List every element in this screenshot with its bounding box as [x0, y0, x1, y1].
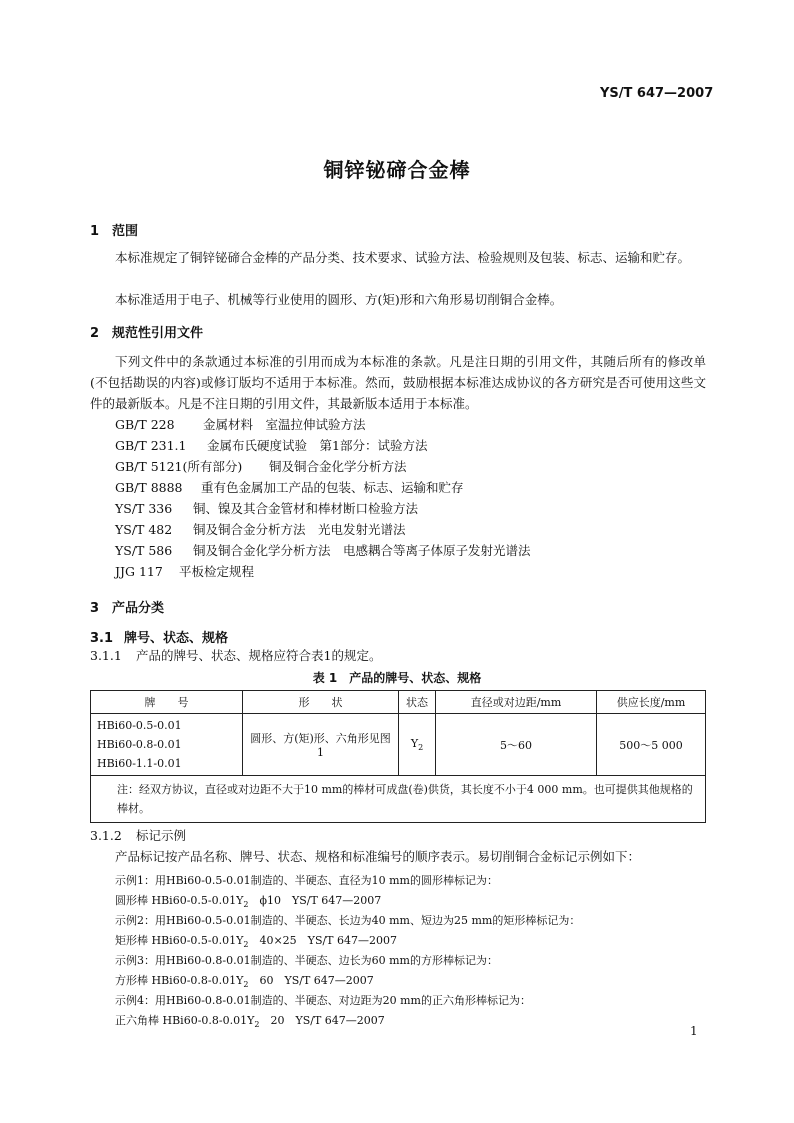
temper-value: Y	[410, 736, 419, 750]
section-title: 产品分类	[112, 601, 165, 616]
grade-cell	[91, 714, 243, 776]
size-cell: 5～60	[436, 714, 597, 776]
mark-subscript: 2	[254, 1020, 260, 1030]
table-header-cell: 状态	[399, 691, 436, 714]
mark-subscript: 2	[243, 940, 249, 950]
reference-item	[115, 457, 407, 475]
example-mark	[115, 972, 374, 989]
reference-item	[115, 478, 464, 496]
reference-title: 平板检定规程	[179, 564, 255, 579]
page-title: 铜锌铋碲合金棒	[323, 158, 471, 182]
example-description: 示例2：用HBi60-0.5-0.01制造的、半硬态、长边为40 mm、短边为25 mm的矩形棒标记为：	[115, 914, 581, 927]
subsection-number: 3.1	[90, 631, 114, 646]
mark-subscript: 2	[243, 900, 249, 910]
subsection-text: 产品的牌号、状态、规格应符合表1的规定。	[136, 648, 382, 663]
reference-title: 重有色金属加工产品的包装、标志、运输和贮存	[201, 480, 464, 495]
example-description: 示例4：用HBi60-0.8-0.01制造的、半硬态、对边距为20 mm的正六角形棒标记为：	[115, 994, 531, 1007]
example-mark	[115, 1012, 385, 1029]
mark-text: 正六角棒 HBi60-0.8-0.01Y	[115, 1014, 255, 1027]
table-note-row	[91, 776, 706, 823]
marking-intro: 产品标记按产品名称、牌号、状态、规格和标准编号的顺序表示。易切削铜合金标记示例如下：	[115, 849, 641, 864]
section-1-paragraph-2: 本标准适用于电子、机械等行业使用的圆形、方(矩)形和六角形易切削铜合金棒。	[115, 292, 563, 307]
mark-text: 40×25 YS/T 647—2007	[248, 934, 398, 947]
section-1-heading	[90, 220, 138, 239]
subsection-title: 牌号、状态、规格	[124, 631, 229, 646]
mark-text: 20 YS/T 647—2007	[259, 1014, 385, 1027]
section-2-paragraph-1: 下列文件中的条款通过本标准的引用而成为本标准的条款。凡是注日期的引用文件，其随后所有的修改单(不包括勘误的内容)或修订版均不适用于本标准。然而，鼓励根据本标准达成协议的各方研究是否可使用这些文件的最新版本。凡是不注日期的引用文件，其最新版本适用于本标准。	[90, 354, 706, 411]
grade-item: HBi60-1.1-0.01	[97, 757, 182, 770]
example-description: 示例1：用HBi60-0.5-0.01制造的、半硬态、直径为10 mm的圆形棒标记为：	[115, 874, 498, 887]
reference-item	[115, 499, 418, 517]
subsection-3-1-heading	[90, 627, 228, 646]
reference-code: YS/T 482	[115, 522, 173, 537]
section-number: 2	[90, 326, 100, 341]
mark-text: ϕ10 YS/T 647—2007	[248, 894, 382, 907]
table-header-row	[91, 691, 706, 714]
reference-code: GB/T 228	[115, 417, 175, 432]
reference-code: GB/T 231.1	[115, 438, 187, 453]
page-number: 1	[690, 1024, 698, 1038]
mark-text: 矩形棒 HBi60-0.5-0.01Y	[115, 934, 244, 947]
section-3-heading	[90, 597, 164, 616]
grade-item: HBi60-0.5-0.01	[97, 719, 182, 732]
example-description: 示例3：用HBi60-0.8-0.01制造的、半硬态、边长为60 mm的方形棒标记为：	[115, 954, 498, 967]
section-number: 1	[90, 224, 100, 239]
reference-code: YS/T 336	[115, 501, 173, 516]
mark-text: 60 YS/T 647—2007	[248, 974, 374, 987]
length-cell: 500～5 000	[597, 714, 706, 776]
section-1-paragraph-1: 本标准规定了铜锌铋碲合金棒的产品分类、技术要求、试验方法、检验规则及包装、标志、运输和贮存。	[115, 250, 691, 265]
subsection-title: 标记示例	[136, 828, 187, 843]
table-header-cell: 形 状	[243, 691, 399, 714]
reference-title: 铜及铜合金分析方法 光电发射光谱法	[193, 522, 406, 537]
table-title: 表 1 产品的牌号、状态、规格	[312, 671, 482, 685]
mark-subscript: 2	[243, 980, 249, 990]
reference-title: 金属材料 室温拉伸试验方法	[203, 417, 366, 432]
section-title: 范围	[112, 224, 139, 239]
subsection-number: 3.1.2	[90, 828, 122, 843]
mark-text: 方形棒 HBi60-0.8-0.01Y	[115, 974, 244, 987]
temper-subscript: 2	[418, 743, 424, 753]
standard-code: YS/T 647—2007	[600, 86, 714, 101]
spec-table	[90, 690, 706, 823]
table-header-cell: 牌 号	[91, 691, 243, 714]
section-title: 规范性引用文件	[112, 326, 204, 341]
table-header-cell: 供应长度/mm	[597, 691, 706, 714]
subsection-3-1-1	[90, 645, 381, 666]
reference-title: 铜及铜合金化学分析方法	[269, 459, 407, 474]
reference-item	[115, 541, 531, 559]
reference-item	[115, 436, 427, 454]
example-mark	[115, 892, 381, 909]
table-header-cell: 直径或对边距/mm	[436, 691, 597, 714]
subsection-3-1-2-heading	[90, 825, 186, 846]
temper-cell	[399, 714, 436, 776]
grade-item: HBi60-0.8-0.01	[97, 738, 182, 751]
subsection-number: 3.1.1	[90, 648, 122, 663]
reference-item	[115, 520, 406, 538]
section-2-heading	[90, 322, 203, 341]
reference-code: JJG 117	[115, 564, 163, 579]
mark-text: 圆形棒 HBi60-0.5-0.01Y	[115, 894, 244, 907]
table-row	[91, 714, 706, 776]
reference-title: 金属布氏硬度试验 第1部分：试验方法	[207, 438, 428, 453]
reference-title: 铜及铜合金化学分析方法 电感耦合等离子体原子发射光谱法	[193, 543, 531, 558]
reference-title: 铜、镍及其合金管材和棒材断口检验方法	[193, 501, 419, 516]
shape-cell: 圆形、方(矩)形、六角形见图1	[243, 714, 399, 776]
reference-code: GB/T 5121(所有部分)	[115, 459, 243, 474]
reference-item	[115, 562, 254, 580]
reference-code: YS/T 586	[115, 543, 173, 558]
example-mark	[115, 932, 397, 949]
table-note: 注：经双方协议，直径或对边距不大于10 mm的棒材可成盘(卷)供货，其长度不小于4 000 mm。也可提供其他规格的棒材。	[91, 776, 706, 823]
reference-item	[115, 415, 366, 433]
section-number: 3	[90, 601, 100, 616]
reference-code: GB/T 8888	[115, 480, 183, 495]
